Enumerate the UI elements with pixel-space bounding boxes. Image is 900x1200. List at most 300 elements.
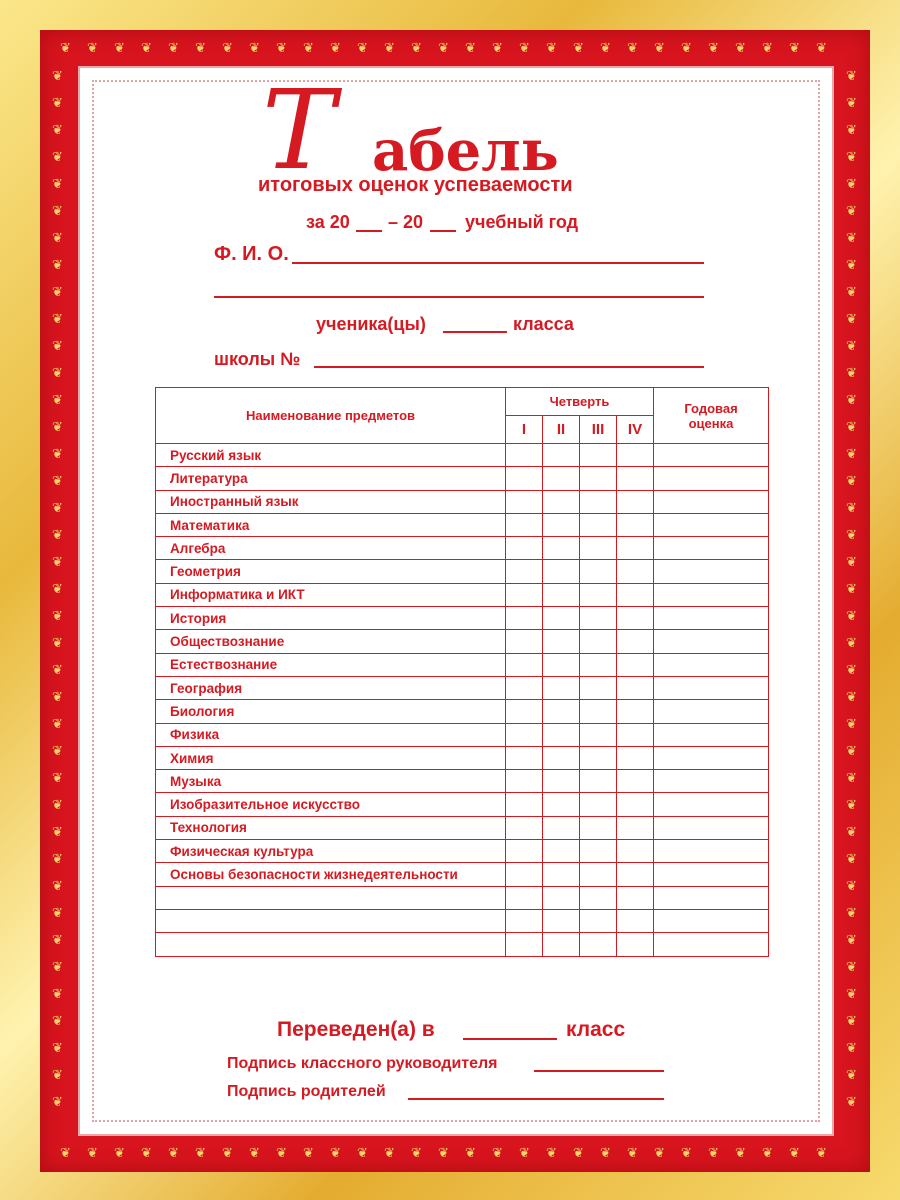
year-grade-cell[interactable] bbox=[654, 676, 769, 699]
fleur-ornament-icon: ❦ bbox=[654, 1146, 665, 1161]
transferred-class-line[interactable] bbox=[463, 1038, 557, 1040]
quarter-grade-cell[interactable] bbox=[506, 676, 543, 699]
fleur-ornament-icon: ❦ bbox=[681, 1146, 692, 1161]
subject-row bbox=[156, 560, 769, 583]
fleur-ornament-icon: ❦ bbox=[357, 1146, 368, 1161]
fleur-ornament-icon: ❦ bbox=[846, 879, 857, 894]
quarter-grade-cell[interactable] bbox=[580, 933, 617, 956]
fleur-ornament-icon: ❦ bbox=[411, 41, 422, 56]
fleur-ornament-icon: ❦ bbox=[846, 798, 857, 813]
quarter-grade-cell[interactable] bbox=[617, 676, 654, 699]
quarter-grade-cell[interactable] bbox=[617, 653, 654, 676]
fleur-ornament-icon: ❦ bbox=[276, 1146, 287, 1161]
subject-name: Геометрия bbox=[156, 560, 506, 583]
fleur-ornament-icon: ❦ bbox=[52, 636, 63, 651]
fleur-ornament-icon: ❦ bbox=[789, 41, 800, 56]
subject-row bbox=[156, 770, 769, 793]
quarter-grade-cell[interactable] bbox=[543, 653, 580, 676]
subject-name bbox=[156, 886, 506, 909]
fleur-ornament-icon: ❦ bbox=[600, 1146, 611, 1161]
fleur-ornament-icon: ❦ bbox=[87, 41, 98, 56]
year-grade-cell[interactable] bbox=[654, 840, 769, 863]
quarter-grade-cell[interactable] bbox=[617, 583, 654, 606]
subject-name: Информатика и ИКТ bbox=[156, 583, 506, 606]
year-grade-cell[interactable] bbox=[654, 560, 769, 583]
fleur-ornament-icon: ❦ bbox=[846, 1041, 857, 1056]
fleur-ornament-icon: ❦ bbox=[846, 771, 857, 786]
teacher-signature-label: Подпись классного руководителя bbox=[227, 1055, 498, 1072]
school-label: школы № bbox=[214, 349, 301, 369]
fleur-ornament-icon: ❦ bbox=[846, 960, 857, 975]
school-line[interactable] bbox=[314, 366, 704, 368]
fleur-ornament-icon: ❦ bbox=[627, 41, 638, 56]
quarter-grade-cell[interactable] bbox=[506, 560, 543, 583]
fleur-ornament-icon: ❦ bbox=[846, 1014, 857, 1029]
fleur-ornament-icon: ❦ bbox=[52, 825, 63, 840]
fleur-ornament-icon: ❦ bbox=[846, 69, 857, 84]
quarter-grade-cell[interactable] bbox=[543, 583, 580, 606]
quarter-grade-cell[interactable] bbox=[543, 676, 580, 699]
quarter-grade-cell[interactable] bbox=[506, 444, 543, 467]
fleur-ornament-icon: ❦ bbox=[141, 41, 152, 56]
quarter-grade-cell[interactable] bbox=[617, 490, 654, 513]
quarter-grade-cell[interactable] bbox=[543, 537, 580, 560]
quarter-grade-cell[interactable] bbox=[617, 444, 654, 467]
fleur-ornament-icon: ❦ bbox=[114, 41, 125, 56]
subtitle: итоговых оценок успеваемости bbox=[258, 174, 573, 196]
fleur-ornament-icon: ❦ bbox=[114, 1146, 125, 1161]
fleur-ornament-icon: ❦ bbox=[52, 582, 63, 597]
fleur-ornament-icon: ❦ bbox=[52, 528, 63, 543]
quarter-grade-cell[interactable] bbox=[506, 607, 543, 630]
fleur-ornament-icon: ❦ bbox=[546, 1146, 557, 1161]
fleur-ornament-icon: ❦ bbox=[52, 879, 63, 894]
fleur-ornament-icon: ❦ bbox=[249, 1146, 260, 1161]
fleur-ornament-icon: ❦ bbox=[600, 41, 611, 56]
quarter-grade-cell[interactable] bbox=[617, 863, 654, 886]
fleur-ornament-icon: ❦ bbox=[846, 258, 857, 273]
quarter-grade-cell[interactable] bbox=[506, 816, 543, 839]
fleur-ornament-icon: ❦ bbox=[222, 1146, 233, 1161]
quarter-grade-cell[interactable] bbox=[543, 560, 580, 583]
class-line[interactable] bbox=[443, 331, 507, 333]
quarter-grade-cell[interactable] bbox=[543, 770, 580, 793]
subject-row bbox=[156, 793, 769, 816]
year-grade-cell[interactable] bbox=[654, 816, 769, 839]
fleur-ornament-icon: ❦ bbox=[465, 1146, 476, 1161]
quarter-grade-cell[interactable] bbox=[617, 467, 654, 490]
fleur-ornament-icon: ❦ bbox=[846, 177, 857, 192]
fleur-ornament-icon: ❦ bbox=[330, 1146, 341, 1161]
subject-row bbox=[156, 700, 769, 723]
quarter-grade-cell[interactable] bbox=[580, 653, 617, 676]
student-label: ученика(цы) bbox=[316, 314, 426, 334]
fleur-ornament-icon: ❦ bbox=[52, 285, 63, 300]
fleur-ornament-icon: ❦ bbox=[519, 41, 530, 56]
year-grade-cell[interactable] bbox=[654, 537, 769, 560]
subject-row bbox=[156, 816, 769, 839]
transferred-suffix: класс bbox=[566, 1018, 626, 1041]
fleur-ornament-icon: ❦ bbox=[846, 744, 857, 759]
fleur-ornament-icon: ❦ bbox=[846, 636, 857, 651]
quarter-grade-cell[interactable] bbox=[506, 886, 543, 909]
quarter-grade-cell[interactable] bbox=[506, 583, 543, 606]
fleur-ornament-icon: ❦ bbox=[846, 231, 857, 246]
quarter-grade-cell[interactable] bbox=[617, 840, 654, 863]
quarter-2-header: II bbox=[543, 416, 580, 444]
year-grade-header-line2: оценка bbox=[688, 415, 734, 431]
fleur-ornament-icon: ❦ bbox=[195, 1146, 206, 1161]
fleur-ornament-icon: ❦ bbox=[141, 1146, 152, 1161]
quarter-grade-cell[interactable] bbox=[580, 840, 617, 863]
fleur-ornament-icon: ❦ bbox=[276, 41, 287, 56]
subject-name: Изобразительное искусство bbox=[156, 793, 506, 816]
year-end-line[interactable] bbox=[430, 230, 456, 232]
fleur-ornament-icon: ❦ bbox=[52, 798, 63, 813]
quarter-grade-cell[interactable] bbox=[617, 793, 654, 816]
year-grade-cell[interactable] bbox=[654, 630, 769, 653]
subject-name: Русский язык bbox=[156, 444, 506, 467]
fleur-ornament-icon: ❦ bbox=[52, 987, 63, 1002]
quarter-grade-cell[interactable] bbox=[617, 770, 654, 793]
fleur-ornament-icon: ❦ bbox=[303, 1146, 314, 1161]
quarter-grade-cell[interactable] bbox=[580, 886, 617, 909]
quarter-grade-cell[interactable] bbox=[580, 607, 617, 630]
parents-signature-label: Подпись родителей bbox=[227, 1083, 386, 1100]
quarter-grade-cell[interactable] bbox=[580, 676, 617, 699]
fleur-ornament-icon: ❦ bbox=[438, 1146, 449, 1161]
fleur-ornament-icon: ❦ bbox=[60, 1146, 71, 1161]
fleur-ornament-icon: ❦ bbox=[60, 41, 71, 56]
quarter-grade-cell[interactable] bbox=[580, 723, 617, 746]
fleur-ornament-icon: ❦ bbox=[846, 609, 857, 624]
quarter-grade-cell[interactable] bbox=[580, 909, 617, 932]
quarter-grade-cell[interactable] bbox=[543, 700, 580, 723]
fio-label: Ф. И. О. bbox=[214, 243, 289, 265]
year-grade-cell[interactable] bbox=[654, 746, 769, 769]
quarter-1-header: I bbox=[506, 416, 543, 444]
fleur-ornament-icon: ❦ bbox=[52, 96, 63, 111]
fleur-ornament-icon: ❦ bbox=[384, 41, 395, 56]
quarter-grade-cell[interactable] bbox=[543, 840, 580, 863]
year-grade-cell[interactable] bbox=[654, 700, 769, 723]
fleur-ornament-icon: ❦ bbox=[627, 1146, 638, 1161]
fleur-ornament-icon: ❦ bbox=[52, 231, 63, 246]
fleur-ornament-icon: ❦ bbox=[846, 420, 857, 435]
quarter-grade-cell[interactable] bbox=[617, 560, 654, 583]
year-grade-cell[interactable] bbox=[654, 863, 769, 886]
quarter-grade-cell[interactable] bbox=[580, 630, 617, 653]
subject-row bbox=[156, 630, 769, 653]
year-grade-cell[interactable] bbox=[654, 886, 769, 909]
quarter-grade-cell[interactable] bbox=[506, 630, 543, 653]
quarter-grade-cell[interactable] bbox=[580, 746, 617, 769]
quarter-grade-cell[interactable] bbox=[506, 863, 543, 886]
fleur-ornament-icon: ❦ bbox=[735, 41, 746, 56]
fleur-ornament-icon: ❦ bbox=[330, 41, 341, 56]
quarter-grade-cell[interactable] bbox=[506, 537, 543, 560]
year-grade-header bbox=[654, 388, 769, 444]
quarter-grade-cell[interactable] bbox=[506, 653, 543, 676]
fleur-ornament-icon: ❦ bbox=[195, 41, 206, 56]
fleur-ornament-icon: ❦ bbox=[846, 285, 857, 300]
quarter-grade-cell[interactable] bbox=[543, 793, 580, 816]
fleur-ornament-icon: ❦ bbox=[52, 744, 63, 759]
fio-line-2[interactable] bbox=[214, 296, 704, 298]
grade-rows bbox=[156, 444, 769, 957]
fleur-ornament-icon: ❦ bbox=[87, 1146, 98, 1161]
quarter-grade-cell[interactable] bbox=[506, 513, 543, 536]
fleur-ornament-icon: ❦ bbox=[52, 933, 63, 948]
subject-name: Музыка bbox=[156, 770, 506, 793]
quarter-grade-cell[interactable] bbox=[580, 467, 617, 490]
quarter-grade-cell[interactable] bbox=[580, 700, 617, 723]
fleur-ornament-icon: ❦ bbox=[762, 1146, 773, 1161]
fleur-ornament-icon: ❦ bbox=[846, 852, 857, 867]
fleur-ornament-icon: ❦ bbox=[52, 258, 63, 273]
year-grade-cell[interactable] bbox=[654, 933, 769, 956]
subject-row bbox=[156, 607, 769, 630]
quarter-grade-cell[interactable] bbox=[580, 513, 617, 536]
fleur-ornament-icon: ❦ bbox=[52, 123, 63, 138]
quarter-grade-cell[interactable] bbox=[506, 840, 543, 863]
subject-name: Литература bbox=[156, 467, 506, 490]
year-dash: – 20 bbox=[388, 212, 424, 232]
fleur-ornament-icon: ❦ bbox=[846, 528, 857, 543]
quarter-grade-cell[interactable] bbox=[580, 537, 617, 560]
subject-row bbox=[156, 513, 769, 536]
fleur-ornament-icon: ❦ bbox=[52, 690, 63, 705]
fleur-ornament-icon: ❦ bbox=[52, 177, 63, 192]
quarter-grade-cell[interactable] bbox=[580, 770, 617, 793]
fleur-ornament-icon: ❦ bbox=[846, 393, 857, 408]
subject-name bbox=[156, 933, 506, 956]
quarter-grade-cell[interactable] bbox=[617, 746, 654, 769]
subject-row bbox=[156, 909, 769, 932]
class-label: класса bbox=[513, 314, 574, 334]
fleur-ornament-icon: ❦ bbox=[52, 906, 63, 921]
fleur-ornament-icon: ❦ bbox=[846, 366, 857, 381]
quarter-4-header: IV bbox=[617, 416, 654, 444]
year-grade-cell[interactable] bbox=[654, 909, 769, 932]
year-prefix: за 20 bbox=[306, 212, 350, 232]
subject-name: Математика bbox=[156, 513, 506, 536]
quarter-grade-cell[interactable] bbox=[506, 467, 543, 490]
subject-row bbox=[156, 676, 769, 699]
quarter-grade-cell[interactable] bbox=[580, 583, 617, 606]
subject-name: Обществознание bbox=[156, 630, 506, 653]
fleur-ornament-icon: ❦ bbox=[52, 420, 63, 435]
quarter-header: Четверть bbox=[506, 388, 654, 416]
fleur-ornament-icon: ❦ bbox=[438, 41, 449, 56]
fleur-ornament-icon: ❦ bbox=[411, 1146, 422, 1161]
quarter-grade-cell[interactable] bbox=[617, 700, 654, 723]
subject-row bbox=[156, 723, 769, 746]
fleur-ornament-icon: ❦ bbox=[573, 41, 584, 56]
quarter-grade-cell[interactable] bbox=[543, 863, 580, 886]
subject-name: Алгебра bbox=[156, 537, 506, 560]
fleur-ornament-icon: ❦ bbox=[492, 1146, 503, 1161]
transferred-prefix: Переведен(а) в bbox=[277, 1018, 435, 1041]
quarter-grade-cell[interactable] bbox=[617, 933, 654, 956]
quarter-grade-cell[interactable] bbox=[543, 746, 580, 769]
fleur-ornament-icon: ❦ bbox=[52, 312, 63, 327]
fleur-ornament-icon: ❦ bbox=[846, 447, 857, 462]
quarter-grade-cell[interactable] bbox=[617, 816, 654, 839]
quarter-grade-cell[interactable] bbox=[617, 513, 654, 536]
quarter-grade-cell[interactable] bbox=[617, 886, 654, 909]
quarter-grade-cell[interactable] bbox=[543, 607, 580, 630]
quarter-grade-cell[interactable] bbox=[506, 700, 543, 723]
subject-name: Естествознание bbox=[156, 653, 506, 676]
fleur-ornament-icon: ❦ bbox=[846, 204, 857, 219]
fleur-ornament-icon: ❦ bbox=[52, 474, 63, 489]
year-grade-cell[interactable] bbox=[654, 513, 769, 536]
fleur-ornament-icon: ❦ bbox=[52, 69, 63, 84]
fleur-ornament-icon: ❦ bbox=[465, 41, 476, 56]
subject-row bbox=[156, 863, 769, 886]
fleur-ornament-icon: ❦ bbox=[52, 960, 63, 975]
year-grade-cell[interactable] bbox=[654, 490, 769, 513]
quarter-grade-cell[interactable] bbox=[580, 793, 617, 816]
title-rest: абель bbox=[372, 118, 559, 184]
grades-table bbox=[155, 387, 769, 957]
year-start-line[interactable] bbox=[356, 230, 382, 232]
quarter-grade-cell[interactable] bbox=[506, 490, 543, 513]
fleur-ornament-icon: ❦ bbox=[52, 447, 63, 462]
fleur-ornament-icon: ❦ bbox=[846, 123, 857, 138]
subject-row bbox=[156, 653, 769, 676]
fleur-ornament-icon: ❦ bbox=[846, 582, 857, 597]
quarter-grade-cell[interactable] bbox=[543, 816, 580, 839]
subject-name: Иностранный язык bbox=[156, 490, 506, 513]
fleur-ornament-icon: ❦ bbox=[222, 41, 233, 56]
fleur-ornament-icon: ❦ bbox=[492, 41, 503, 56]
quarter-grade-cell[interactable] bbox=[543, 933, 580, 956]
quarter-grade-cell[interactable] bbox=[506, 909, 543, 932]
year-grade-cell[interactable] bbox=[654, 583, 769, 606]
fleur-ornament-icon: ❦ bbox=[573, 1146, 584, 1161]
fleur-ornament-icon: ❦ bbox=[303, 41, 314, 56]
fleur-ornament-icon: ❦ bbox=[52, 1095, 63, 1110]
fleur-ornament-icon: ❦ bbox=[762, 41, 773, 56]
fleur-ornament-icon: ❦ bbox=[846, 717, 857, 732]
fleur-ornament-icon: ❦ bbox=[789, 1146, 800, 1161]
subject-name: Биология bbox=[156, 700, 506, 723]
year-grade-header-line1: Годовая bbox=[684, 400, 738, 416]
fleur-ornament-icon: ❦ bbox=[52, 663, 63, 678]
subject-name: История bbox=[156, 607, 506, 630]
quarter-grade-cell[interactable] bbox=[543, 886, 580, 909]
fleur-ornament-icon: ❦ bbox=[735, 1146, 746, 1161]
quarter-grade-cell[interactable] bbox=[543, 513, 580, 536]
fleur-ornament-icon: ❦ bbox=[846, 1095, 857, 1110]
quarter-grade-cell[interactable] bbox=[617, 537, 654, 560]
subject-row bbox=[156, 490, 769, 513]
quarter-grade-cell[interactable] bbox=[580, 816, 617, 839]
fleur-ornament-icon: ❦ bbox=[708, 1146, 719, 1161]
fleur-ornament-icon: ❦ bbox=[846, 150, 857, 165]
fleur-ornament-icon: ❦ bbox=[52, 1041, 63, 1056]
fleur-ornament-icon: ❦ bbox=[846, 690, 857, 705]
subject-name: Основы безопасности жизнедеятельности bbox=[156, 863, 506, 886]
fleur-ornament-icon: ❦ bbox=[816, 41, 827, 56]
fleur-ornament-icon: ❦ bbox=[52, 339, 63, 354]
subject-row bbox=[156, 444, 769, 467]
quarter-grade-cell[interactable] bbox=[580, 560, 617, 583]
fleur-ornament-icon: ❦ bbox=[846, 825, 857, 840]
subject-row bbox=[156, 583, 769, 606]
quarter-grade-cell[interactable] bbox=[580, 490, 617, 513]
quarter-grade-cell[interactable] bbox=[543, 467, 580, 490]
fleur-ornament-icon: ❦ bbox=[52, 501, 63, 516]
fleur-ornament-icon: ❦ bbox=[52, 771, 63, 786]
subject-name: Физика bbox=[156, 723, 506, 746]
fleur-ornament-icon: ❦ bbox=[357, 41, 368, 56]
subject-row bbox=[156, 933, 769, 956]
quarter-grade-cell[interactable] bbox=[617, 909, 654, 932]
year-grade-cell[interactable] bbox=[654, 770, 769, 793]
quarter-grade-cell[interactable] bbox=[580, 444, 617, 467]
year-grade-cell[interactable] bbox=[654, 467, 769, 490]
fleur-ornament-icon: ❦ bbox=[846, 555, 857, 570]
fio-line[interactable] bbox=[292, 262, 704, 264]
quarter-grade-cell[interactable] bbox=[543, 490, 580, 513]
year-grade-cell[interactable] bbox=[654, 723, 769, 746]
quarter-grade-cell[interactable] bbox=[543, 444, 580, 467]
subject-row bbox=[156, 840, 769, 863]
parents-signature-line[interactable] bbox=[408, 1098, 664, 1100]
fleur-ornament-icon: ❦ bbox=[846, 312, 857, 327]
quarter-grade-cell[interactable] bbox=[506, 723, 543, 746]
subject-name: Химия bbox=[156, 746, 506, 769]
fleur-ornament-icon: ❦ bbox=[846, 339, 857, 354]
subject-row bbox=[156, 746, 769, 769]
fleur-ornament-icon: ❦ bbox=[816, 1146, 827, 1161]
teacher-signature-line[interactable] bbox=[534, 1070, 664, 1072]
fleur-ornament-icon: ❦ bbox=[52, 609, 63, 624]
quarter-grade-cell[interactable] bbox=[506, 793, 543, 816]
quarter-grade-cell[interactable] bbox=[543, 909, 580, 932]
subject-name bbox=[156, 909, 506, 932]
quarter-grade-cell[interactable] bbox=[617, 723, 654, 746]
year-grade-cell[interactable] bbox=[654, 653, 769, 676]
fleur-ornament-icon: ❦ bbox=[52, 852, 63, 867]
quarter-grade-cell[interactable] bbox=[617, 607, 654, 630]
quarter-grade-cell[interactable] bbox=[543, 723, 580, 746]
quarter-grade-cell[interactable] bbox=[617, 630, 654, 653]
subject-row bbox=[156, 886, 769, 909]
fleur-ornament-icon: ❦ bbox=[384, 1146, 395, 1161]
quarter-grade-cell[interactable] bbox=[506, 746, 543, 769]
quarter-grade-cell[interactable] bbox=[580, 863, 617, 886]
year-grade-cell[interactable] bbox=[654, 793, 769, 816]
quarter-grade-cell[interactable] bbox=[506, 933, 543, 956]
fleur-ornament-icon: ❦ bbox=[52, 204, 63, 219]
quarter-3-header: III bbox=[580, 416, 617, 444]
title-initial: Т bbox=[262, 66, 334, 194]
fleur-ornament-icon: ❦ bbox=[52, 555, 63, 570]
quarter-grade-cell[interactable] bbox=[543, 630, 580, 653]
fleur-ornament-icon: ❦ bbox=[708, 41, 719, 56]
quarter-grade-cell[interactable] bbox=[506, 770, 543, 793]
subject-name: География bbox=[156, 676, 506, 699]
fleur-ornament-icon: ❦ bbox=[52, 1014, 63, 1029]
fleur-ornament-icon: ❦ bbox=[846, 906, 857, 921]
fleur-ornament-icon: ❦ bbox=[546, 41, 557, 56]
year-grade-cell[interactable] bbox=[654, 444, 769, 467]
year-grade-cell[interactable] bbox=[654, 607, 769, 630]
